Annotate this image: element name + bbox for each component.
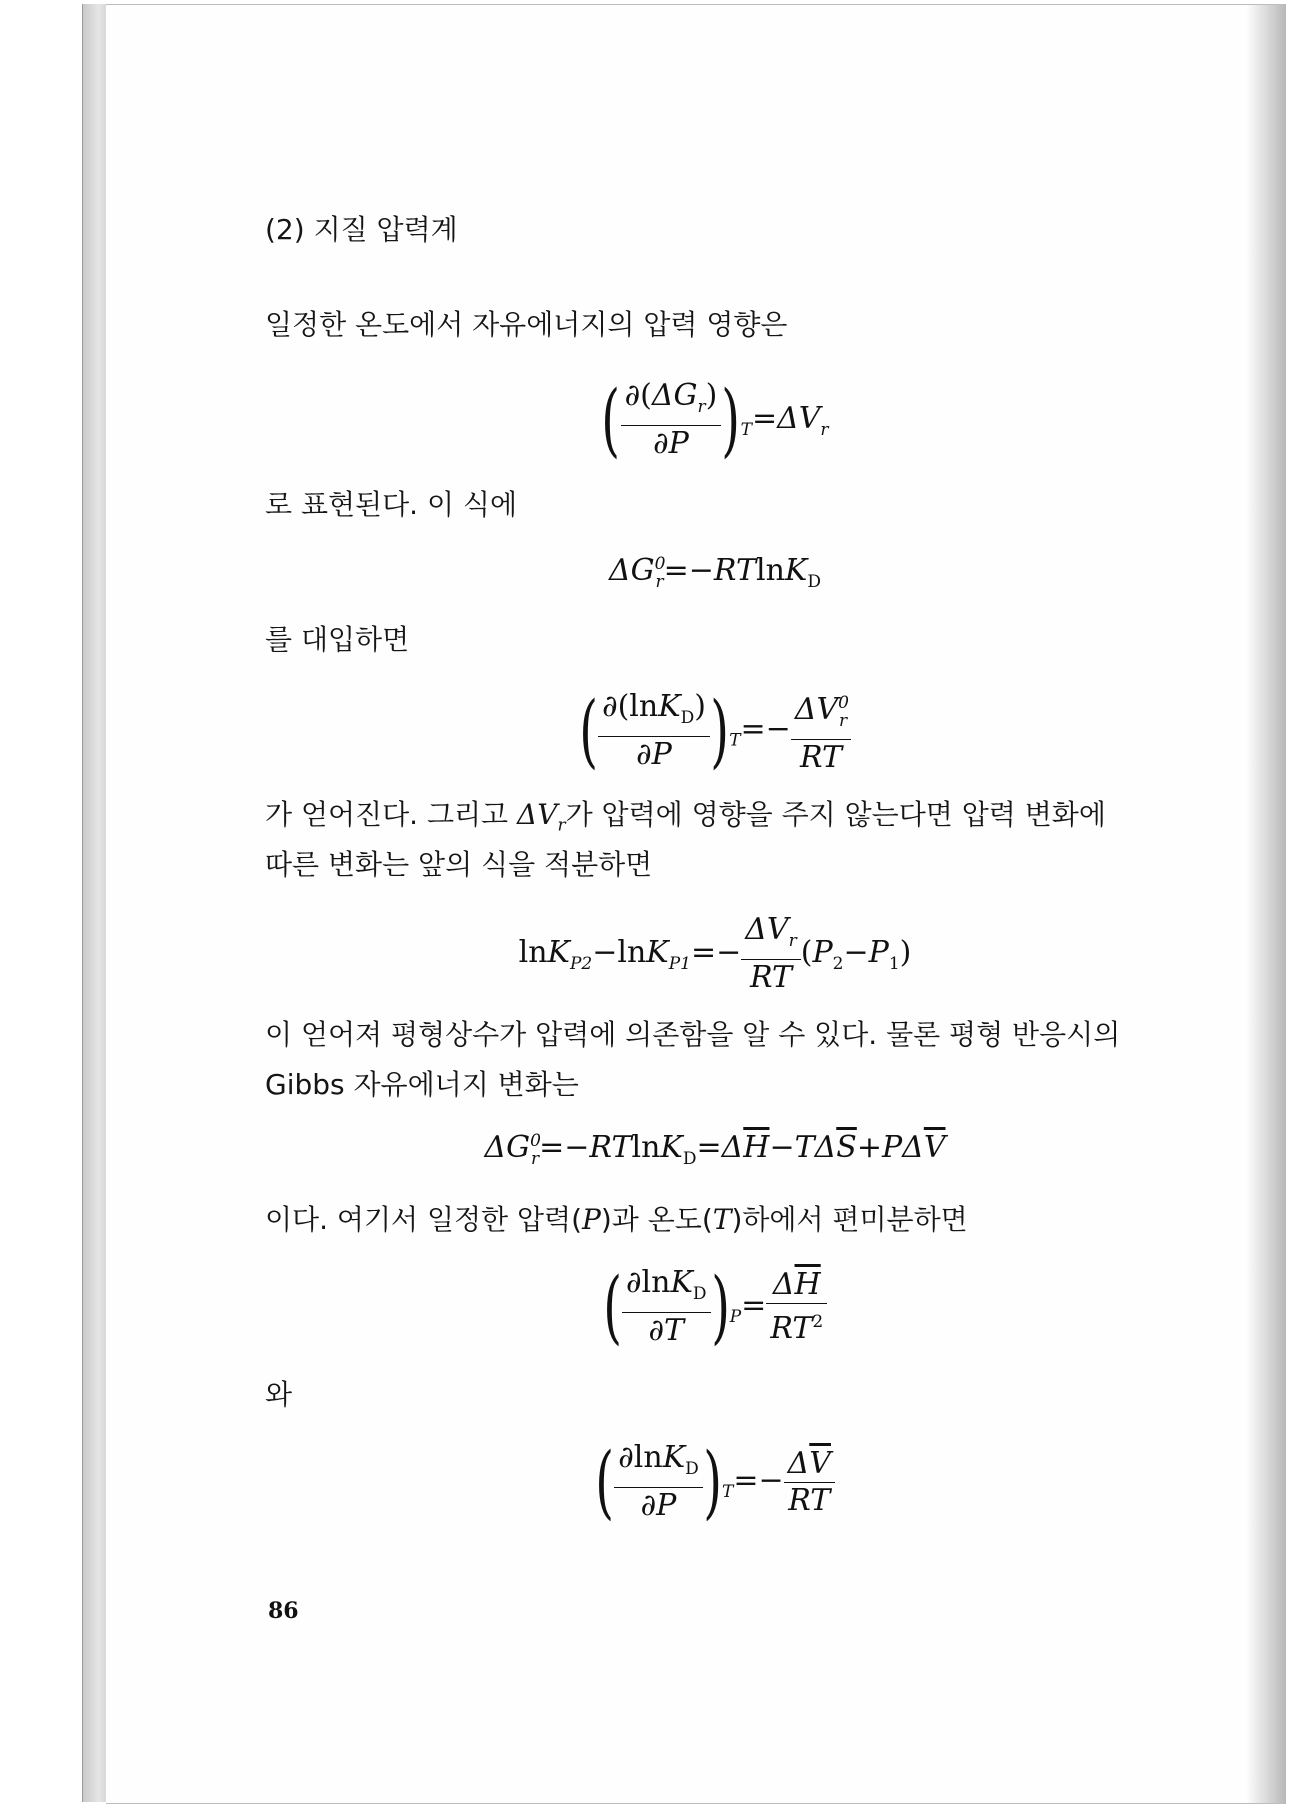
equation-1: ( $\frac{\partial(\Delta G_r)}{\partial P}$ )$_T=\Delta V_r$ [601,373,829,466]
equation-4: lnK$_{P2}$−lnK$_{P1}$=− $\frac{\Delta V_r}{RT}$ $(P_2-P_1)$ [518,912,912,995]
paragraph-4: 가 얻어진다. 그리고 $\Delta V_r$가 압력에 영향을 주지 않는다면 압력 변화에 [265,798,1106,836]
paragraph-2: 로 표현된다. 이 식에 [265,488,517,521]
paragraph-8-b: )과 온도( [600,1203,713,1236]
paragraph-4-end: 가 압력에 영향을 주지 않는다면 압력 변화에 [565,798,1106,831]
paragraph-9: 와 [265,1378,293,1411]
page-number: 86 [268,1598,299,1624]
equation-5: $\Delta G^0_r=-RTlnK_D=\Delta\overline{H}-T\Delta\overline{S}+P\Delta\overline{V}$ [484,1130,946,1169]
equation-3: ( $\frac{\partial(\ln K_D)}{\partial P}$ )$_T=-$ $\frac{\Delta V^0_r}{RT}$ [265,685,1165,776]
paragraph-4-start: 가 얻어진다. 그리고 [265,798,517,831]
paragraph-6: 이 얻어져 평형상수가 압력에 의존함을 알 수 있다. 물론 평형 반응시의 [265,1018,1121,1051]
paragraph-5: 따른 변화는 앞의 식을 적분하면 [265,848,653,881]
paragraph-8: 이다. 여기서 일정한 압력(P)과 온도(T)하에서 편미분하면 [265,1203,968,1236]
page-shadow [1246,5,1286,1803]
paragraph-8-c: )하에서 편미분하면 [731,1203,968,1236]
section-heading: (2) 지질 압력계 [265,213,458,246]
page [106,4,1286,1804]
book-edge [82,4,109,1802]
paragraph-7: Gibbs 자유에너지 변화는 [265,1068,579,1101]
equation-7: ( $\frac{\partial\ln K_D}{\partial P}$ )$_T=-$ $\frac{\Delta\overline{V}}{RT}$ [265,1440,1165,1524]
equation-2: $\Delta G^0_r=-RTlnK_D$ [609,553,821,592]
equation-6: ( $\frac{\partial\ln K_D}{\partial T}$ )$_P=$ $\frac{\Delta\overline{H}}{RT^2}$ [265,1265,1165,1349]
paragraph-1: 일정한 온도에서 자유에너지의 압력 영향은 [265,308,788,341]
paragraph-8-a: 이다. 여기서 일정한 압력( [265,1203,583,1236]
paragraph-3: 를 대입하면 [265,623,410,656]
